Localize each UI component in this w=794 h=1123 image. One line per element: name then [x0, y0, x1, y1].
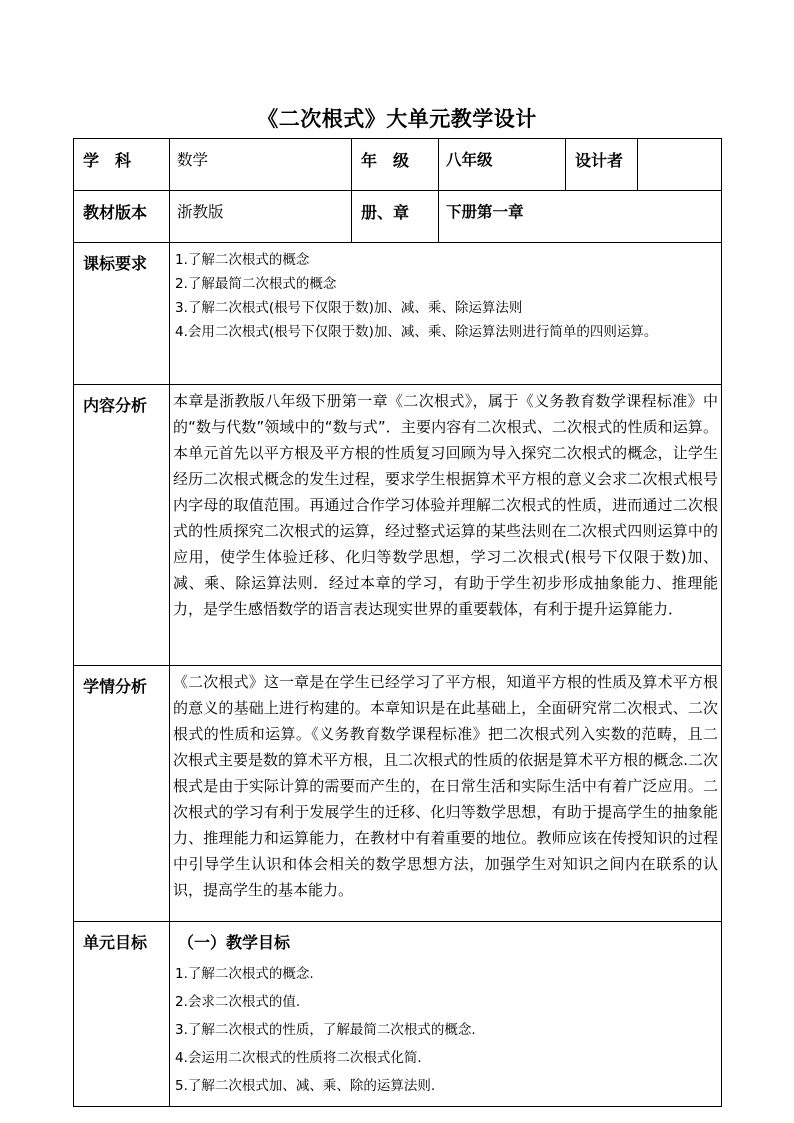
edition-label: 教材版本	[74, 191, 170, 243]
content-analysis-label: 内容分析	[74, 385, 170, 666]
designer-value	[638, 139, 722, 191]
list-item: 1.了解二次根式的概念	[175, 252, 310, 268]
list-item: 2.了解最简二次根式的概念	[175, 276, 337, 292]
edition-value: 浙教版	[170, 191, 352, 243]
unit-goals-label: 单元目标	[74, 922, 170, 1107]
standards-row	[74, 243, 722, 385]
list-item: 4.会用二次根式(根号下仅限于数)加、减、乘、除运算法则进行简单的四则运算。	[175, 324, 658, 340]
lesson-plan-table	[73, 138, 722, 1107]
grade-value: 八年级	[439, 139, 566, 191]
goal-item: 2.会求二次根式的值.	[175, 994, 301, 1010]
student-analysis-text: 《二次根式》这一章是在学生已经学习了平方根，知道平方根的性质及算术平方根的意义的基础上进行构建的。本章知识是在此基础上，全面研究常二次根式、二次根式的性质和运算。《义务教育数学课程标准》把二次根式列入实数的范畴，且二次根式主要是数的算术平方根，且二次根式的性质的依据是算术平方根的概念.二次根式是由于实际计算的需要而产生的，在日常生活和实际生活中有着广泛应用。二次根式的学习有利于发展学生的迁移、化归等数学思想，有助于提高学生的抽象能力、推理能力和运算能力，在教材中有着重要的地位。教师应该在传授知识的过程中引导学生认识和体会相关的数学思想方法，加强学生对知识之间内在联系的认识，提高学生的基本能力。	[170, 666, 722, 922]
goal-item: 4.会运用二次根式的性质将二次根式化简.	[175, 1050, 422, 1066]
content-analysis-row	[74, 385, 722, 666]
unit-goals-row	[74, 922, 722, 1107]
subject-label: 学 科	[74, 139, 170, 191]
goal-item: 3.了解二次根式的性质，了解最简二次根式的概念.	[175, 1022, 476, 1038]
grade-label: 年 级	[352, 139, 439, 191]
goal-item: 5.了解二次根式加、减、乘、除的运算法则.	[175, 1078, 436, 1094]
designer-label: 设计者	[566, 139, 638, 191]
unit-goals-content	[170, 922, 722, 1107]
volume-label: 册、章	[352, 191, 439, 243]
list-item: 3.了解二次根式(根号下仅限于数)加、减、乘、除运算法则	[175, 300, 523, 316]
edition-row	[74, 191, 722, 243]
subject-value: 数学	[170, 139, 352, 191]
standards-label: 课标要求	[74, 243, 170, 385]
subject-row	[74, 139, 722, 191]
student-analysis-row	[74, 666, 722, 922]
teaching-goals-heading: （一）教学目标	[178, 933, 291, 952]
goal-item: 1.了解二次根式的概念.	[175, 966, 314, 982]
volume-value: 下册第一章	[439, 191, 722, 243]
content-analysis-text: 本章是浙教版八年级下册第一章《二次根式》，属于《义务教育数学课程标准》中的“数与代数”领域中的“数与式”．主要内容有二次根式、二次根式的性质和运算。本单元首先以平方根及平方根的性质复习回顾为导入探究二次根式的概念，让学生经历二次根式概念的发生过程，要求学生根据算术平方根的意义会求二次根式根号内字母的取值范围。再通过合作学习体验并理解二次根式的性质，进而通过二次根式的性质探究二次根式的运算，经过整式运算的某些法则在二次根式四则运算中的应用，使学生体验迁移、化归等数学思想，学习二次根式(根号下仅限于数)加、减、乘、除运算法则．经过本章的学习，有助于学生初步形成抽象能力、推理能力，是学生感悟数学的语言表达现实世界的重要载体，有利于提升运算能力．	[170, 385, 722, 666]
student-analysis-label: 学情分析	[74, 666, 170, 922]
standards-list	[170, 243, 722, 385]
page-title: 《二次根式》大单元教学设计	[257, 107, 537, 131]
